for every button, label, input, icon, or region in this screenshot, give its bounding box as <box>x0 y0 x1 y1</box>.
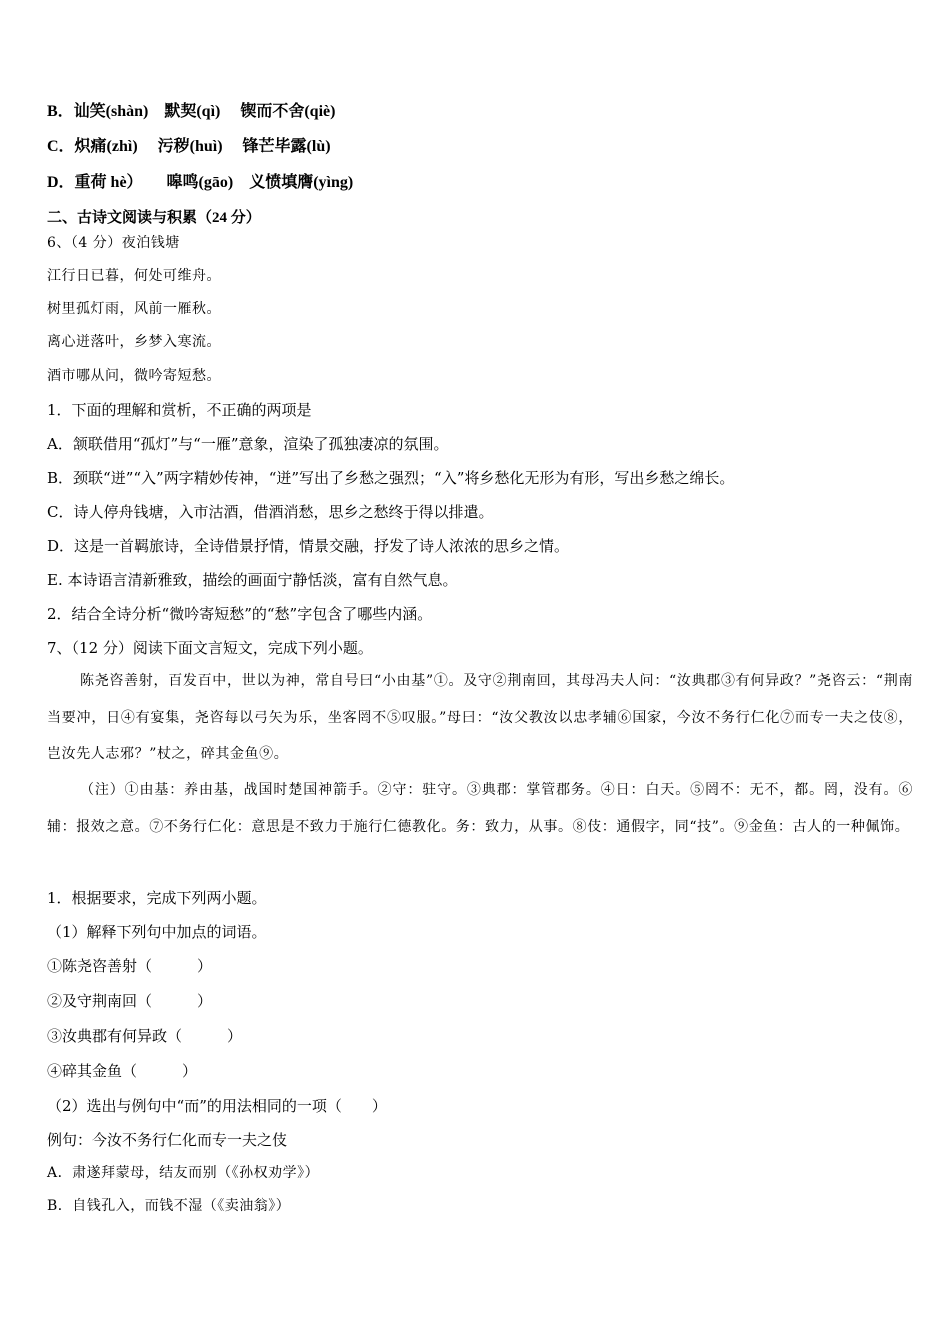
q6-choice-e: E. 本诗语言清新雅致，描绘的画面宁静恬淡，富有自然气息。 <box>47 571 458 589</box>
part2-example: 例句：今汝不务行仁化而专一夫之伎 <box>47 1131 288 1149</box>
part1-prompt: （1）解释下列句中加点的词语。 <box>47 923 267 941</box>
q6-sub1: 1．下面的理解和赏析，不正确的两项是 <box>47 401 312 419</box>
q7-sub1: 1．根据要求，完成下列两小题。 <box>47 889 267 907</box>
q6-choice-b: B．颈联“迸”“入”两字精妙传神，“迸”写出了乡愁之强烈；“入”将乡愁化无形为有形，写出乡愁之绵长。 <box>47 469 735 487</box>
q6-choice-d: D．这是一首羁旅诗，全诗借景抒情，情景交融，抒发了诗人浓浓的思乡之情。 <box>47 537 570 555</box>
option-d: D．重荷 hè） 嗥鸣(gāo) 义愤填膺(yìng) <box>47 174 354 191</box>
option-c: C．炽痛(zhì) 污秽(huì) 锋芒毕露(lù) <box>47 138 331 155</box>
q6-sub2: 2．结合全诗分析“微吟寄短愁”的“愁”字包含了哪些内涵。 <box>47 605 433 623</box>
part2-choice-a: A．肃遂拜蒙母，结友而别（《孙权劝学》） <box>47 1165 320 1181</box>
option-b: B．讪笑(shàn) 默契(qì) 锲而不舍(qiè) <box>47 103 336 120</box>
q6-heading: 6、（4 分）夜泊钱塘 <box>47 235 180 251</box>
part1-item: ④碎其金鱼（ ） <box>47 1062 198 1080</box>
q6-choice-a: A．颔联借用“孤灯”与“一雁”意象，渲染了孤独凄凉的氛围。 <box>47 435 449 453</box>
part2-choice-b: B．自钱孔入，而钱不湿（《卖油翁》） <box>47 1198 291 1214</box>
poem-line: 酒市哪从问，微吟寄短愁。 <box>47 368 221 384</box>
poem-line: 树里孤灯雨，风前一雁秋。 <box>47 301 221 317</box>
passage-notes: （注）①由基：养由基，战国时楚国神箭手。②守：驻守。③典郡：掌管郡务。④日：白天。⑤罔不：无不，都。罔，没有。⑥辅：报效之意。⑦不务行仁化：意思是不致力于施行仁德教化。务：致力，从事。⑧伎：通假字，同“技”。⑨金鱼：古人的一种佩饰。 <box>47 782 913 835</box>
section-title: 二、古诗文阅读与积累（24 分） <box>47 210 261 226</box>
poem-line: 江行日已暮，何处可维舟。 <box>47 268 221 284</box>
poem-line: 离心迸落叶，乡梦入寒流。 <box>47 334 221 350</box>
part1-item: ②及守荆南回（ ） <box>47 992 213 1010</box>
q7-heading: 7、（12 分）阅读下面文言短文，完成下列小题。 <box>47 639 373 657</box>
part1-item: ①陈尧咨善射（ ） <box>47 957 213 975</box>
part1-item: ③汝典郡有何异政（ ） <box>47 1027 243 1045</box>
part2-prompt: （2）选出与例句中“而”的用法相同的一项（ ） <box>47 1097 387 1115</box>
classical-passage: 陈尧咨善射，百发百中，世以为神，常自号曰“小由基”①。及守②荆南回，其母冯夫人问：“汝典郡③有何异政？”尧咨云：“荆南当要冲，日④有宴集，尧咨每以弓矢为乐，坐客罔不⑤叹服。”母曰：“汝父教汝以忠孝辅⑥国家，今汝不务行仁化⑦而专一夫之伎⑧，岂汝先人志邪？”杖之，碎其金鱼⑨。 <box>47 673 913 762</box>
q6-choice-c: C．诗人停舟钱塘，入市沽酒，借酒消愁，思乡之愁终于得以排遣。 <box>47 503 494 521</box>
